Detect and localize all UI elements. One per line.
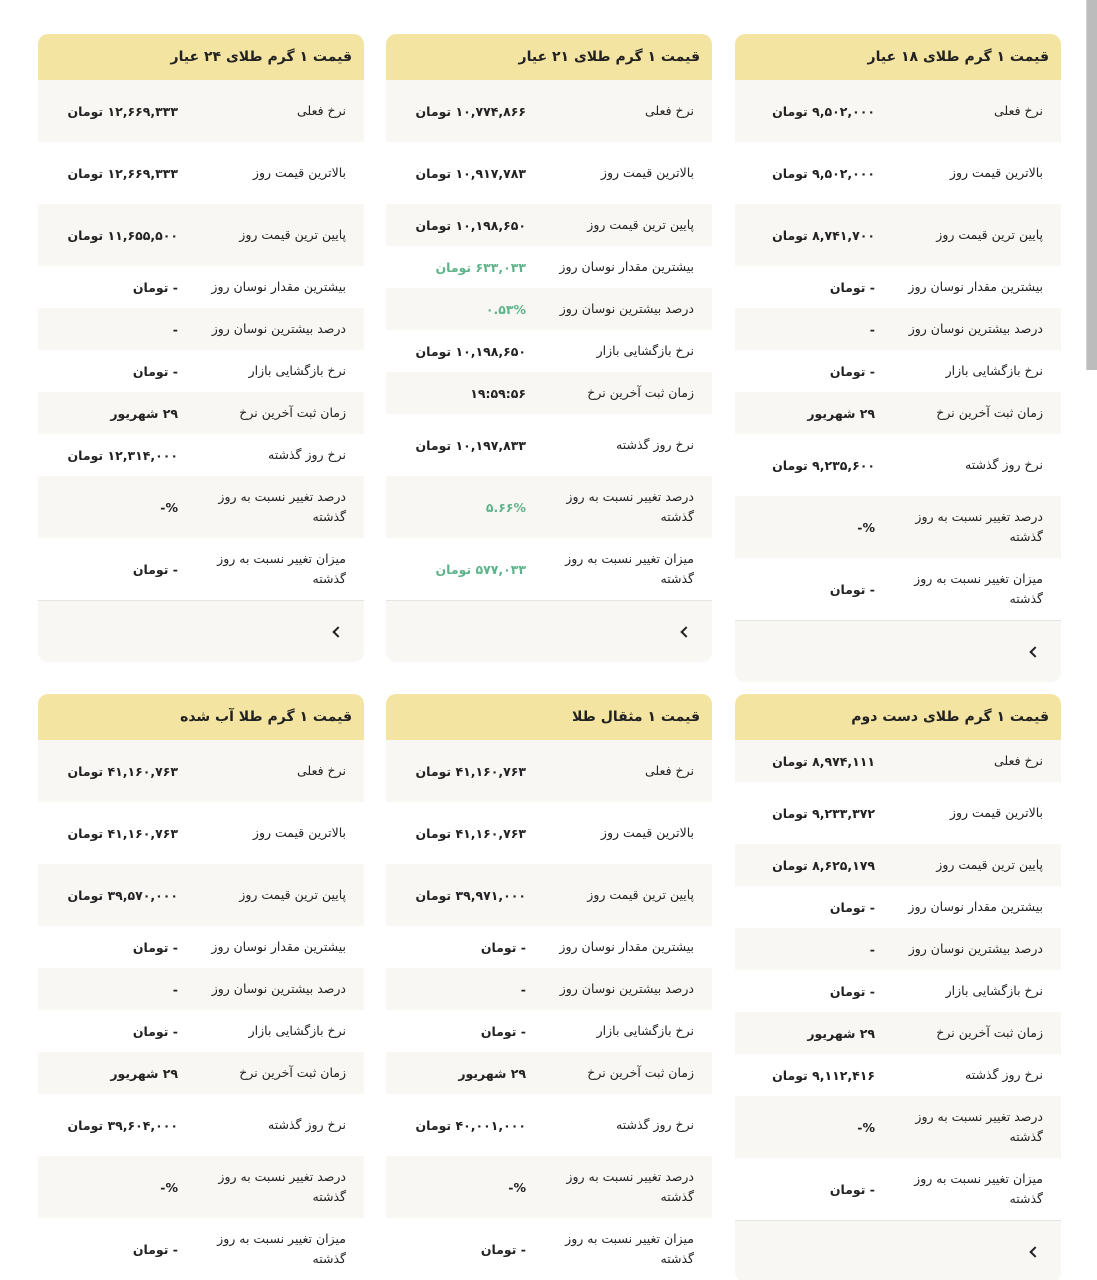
- row-change-amount: میزان تغییر نسبت به روز گذشته - تومان: [735, 558, 1061, 620]
- row-current-rate: نرخ فعلی ۱۲,۶۶۹,۳۳۳ تومان: [38, 80, 364, 142]
- card-title: قیمت ۱ گرم طلا آب شده: [38, 694, 364, 740]
- row-max-fluctuation-percent: درصد بیشترین نوسان روز ۰.۵۳%: [386, 288, 712, 330]
- card-footer: [38, 600, 364, 662]
- card-title: قیمت ۱ گرم طلای ۱۸ عیار: [735, 34, 1061, 80]
- chevron-left-icon[interactable]: [1029, 646, 1040, 657]
- row-change-percent: درصد تغییر نسبت به روز گذشته %-: [735, 496, 1061, 558]
- row-market-open: نرخ بازگشایی بازار ۱۰,۱۹۸,۶۵۰ تومان: [386, 330, 712, 372]
- row-previous-day: نرخ روز گذشته ۱۰,۱۹۷,۸۳۳ تومان: [386, 414, 712, 476]
- row-day-high: بالاترین قیمت روز ۹,۵۰۲,۰۰۰ تومان: [735, 142, 1061, 204]
- row-day-high: بالاترین قیمت روز ۱۰,۹۱۷,۷۸۳ تومان: [386, 142, 712, 204]
- chevron-left-icon[interactable]: [332, 626, 343, 637]
- row-previous-day: نرخ روز گذشته ۱۲,۳۱۴,۰۰۰ تومان: [38, 434, 364, 476]
- chevron-left-icon[interactable]: [680, 626, 691, 637]
- row-change-percent: درصد تغییر نسبت به روز گذشته ۵.۶۶%: [386, 476, 712, 538]
- row-day-low: پایین ترین قیمت روز ۱۰,۱۹۸,۶۵۰ تومان: [386, 204, 712, 246]
- card-gold-18k: [735, 34, 1061, 682]
- row-current-rate: نرخ فعلی ۴۱,۱۶۰,۷۶۳ تومان: [38, 740, 364, 802]
- row-max-fluctuation: بیشترین مقدار نوسان روز - تومان: [386, 926, 712, 968]
- row-last-update: زمان ثبت آخرین نرخ ۲۹ شهریور: [386, 1052, 712, 1094]
- row-max-fluctuation-percent: درصد بیشترین نوسان روز -: [735, 928, 1061, 970]
- row-previous-day: نرخ روز گذشته ۹,۱۱۲,۴۱۶ تومان: [735, 1054, 1061, 1096]
- row-change-amount: میزان تغییر نسبت به روز گذشته - تومان: [38, 1218, 364, 1280]
- row-last-update: زمان ثبت آخرین نرخ ۲۹ شهریور: [38, 392, 364, 434]
- row-change-amount: میزان تغییر نسبت به روز گذشته ۵۷۷,۰۳۳ تومان: [386, 538, 712, 600]
- row-max-fluctuation-percent: درصد بیشترین نوسان روز -: [38, 968, 364, 1010]
- row-max-fluctuation: بیشترین مقدار نوسان روز ۶۳۳,۰۳۳ تومان: [386, 246, 712, 288]
- row-day-high: بالاترین قیمت روز ۴۱,۱۶۰,۷۶۳ تومان: [386, 802, 712, 864]
- card-gold-second-hand: [735, 694, 1061, 1280]
- row-day-high: بالاترین قیمت روز ۴۱,۱۶۰,۷۶۳ تومان: [38, 802, 364, 864]
- row-previous-day: نرخ روز گذشته ۹,۲۳۵,۶۰۰ تومان: [735, 434, 1061, 496]
- row-change-percent: درصد تغییر نسبت به روز گذشته %-: [386, 1156, 712, 1218]
- card-footer: [735, 620, 1061, 682]
- card-footer: [735, 1220, 1061, 1280]
- row-day-low: پایین ترین قیمت روز ۳۹,۵۷۰,۰۰۰ تومان: [38, 864, 364, 926]
- card-gold-melted: [38, 694, 364, 1280]
- row-last-update: زمان ثبت آخرین نرخ ۲۹ شهریور: [735, 1012, 1061, 1054]
- card-gold-21k: [386, 34, 712, 662]
- row-last-update: زمان ثبت آخرین نرخ ۲۹ شهریور: [735, 392, 1061, 434]
- row-market-open: نرخ بازگشایی بازار - تومان: [735, 350, 1061, 392]
- row-max-fluctuation: بیشترین مقدار نوسان روز - تومان: [38, 266, 364, 308]
- row-current-rate: نرخ فعلی ۴۱,۱۶۰,۷۶۳ تومان: [386, 740, 712, 802]
- row-max-fluctuation: بیشترین مقدار نوسان روز - تومان: [735, 266, 1061, 308]
- card-title: قیمت ۱ گرم طلای ۲۱ عیار: [386, 34, 712, 80]
- row-change-percent: درصد تغییر نسبت به روز گذشته %-: [38, 1156, 364, 1218]
- card-gold-24k: [38, 34, 364, 662]
- row-day-low: پایین ترین قیمت روز ۳۹,۹۷۱,۰۰۰ تومان: [386, 864, 712, 926]
- chevron-left-icon[interactable]: [1029, 1246, 1040, 1257]
- row-change-percent: درصد تغییر نسبت به روز گذشته %-: [735, 1096, 1061, 1158]
- row-day-low: پایین ترین قیمت روز ۸,۷۴۱,۷۰۰ تومان: [735, 204, 1061, 266]
- row-max-fluctuation-percent: درصد بیشترین نوسان روز -: [735, 308, 1061, 350]
- row-change-percent: درصد تغییر نسبت به روز گذشته %-: [38, 476, 364, 538]
- row-max-fluctuation: بیشترین مقدار نوسان روز - تومان: [735, 886, 1061, 928]
- row-market-open: نرخ بازگشایی بازار - تومان: [38, 350, 364, 392]
- row-max-fluctuation: بیشترین مقدار نوسان روز - تومان: [38, 926, 364, 968]
- card-footer: [386, 600, 712, 662]
- row-max-fluctuation-percent: درصد بیشترین نوسان روز -: [386, 968, 712, 1010]
- row-day-high: بالاترین قیمت روز ۹,۲۳۳,۳۷۲ تومان: [735, 782, 1061, 844]
- row-current-rate: نرخ فعلی ۹,۵۰۲,۰۰۰ تومان: [735, 80, 1061, 142]
- row-market-open: نرخ بازگشایی بازار - تومان: [735, 970, 1061, 1012]
- row-max-fluctuation-percent: درصد بیشترین نوسان روز -: [38, 308, 364, 350]
- row-last-update: زمان ثبت آخرین نرخ ۱۹:۵۹:۵۶: [386, 372, 712, 414]
- row-market-open: نرخ بازگشایی بازار - تومان: [386, 1010, 712, 1052]
- row-change-amount: میزان تغییر نسبت به روز گذشته - تومان: [386, 1218, 712, 1280]
- row-current-rate: نرخ فعلی ۱۰,۷۷۴,۸۶۶ تومان: [386, 80, 712, 142]
- row-day-high: بالاترین قیمت روز ۱۲,۶۶۹,۳۳۳ تومان: [38, 142, 364, 204]
- row-previous-day: نرخ روز گذشته ۴۰,۰۰۱,۰۰۰ تومان: [386, 1094, 712, 1156]
- row-current-rate: نرخ فعلی ۸,۹۷۴,۱۱۱ تومان: [735, 740, 1061, 782]
- vertical-scrollbar[interactable]: [1086, 0, 1097, 370]
- row-change-amount: میزان تغییر نسبت به روز گذشته - تومان: [735, 1158, 1061, 1220]
- row-previous-day: نرخ روز گذشته ۳۹,۶۰۴,۰۰۰ تومان: [38, 1094, 364, 1156]
- card-gold-mithqal: [386, 694, 712, 1280]
- row-day-low: پایین ترین قیمت روز ۱۱,۶۵۵,۵۰۰ تومان: [38, 204, 364, 266]
- card-title: قیمت ۱ گرم طلای ۲۴ عیار: [38, 34, 364, 80]
- row-day-low: پایین ترین قیمت روز ۸,۶۲۵,۱۷۹ تومان: [735, 844, 1061, 886]
- row-market-open: نرخ بازگشایی بازار - تومان: [38, 1010, 364, 1052]
- row-change-amount: میزان تغییر نسبت به روز گذشته - تومان: [38, 538, 364, 600]
- card-title: قیمت ۱ مثقال طلا: [386, 694, 712, 740]
- row-last-update: زمان ثبت آخرین نرخ ۲۹ شهریور: [38, 1052, 364, 1094]
- card-title: قیمت ۱ گرم طلای دست دوم: [735, 694, 1061, 740]
